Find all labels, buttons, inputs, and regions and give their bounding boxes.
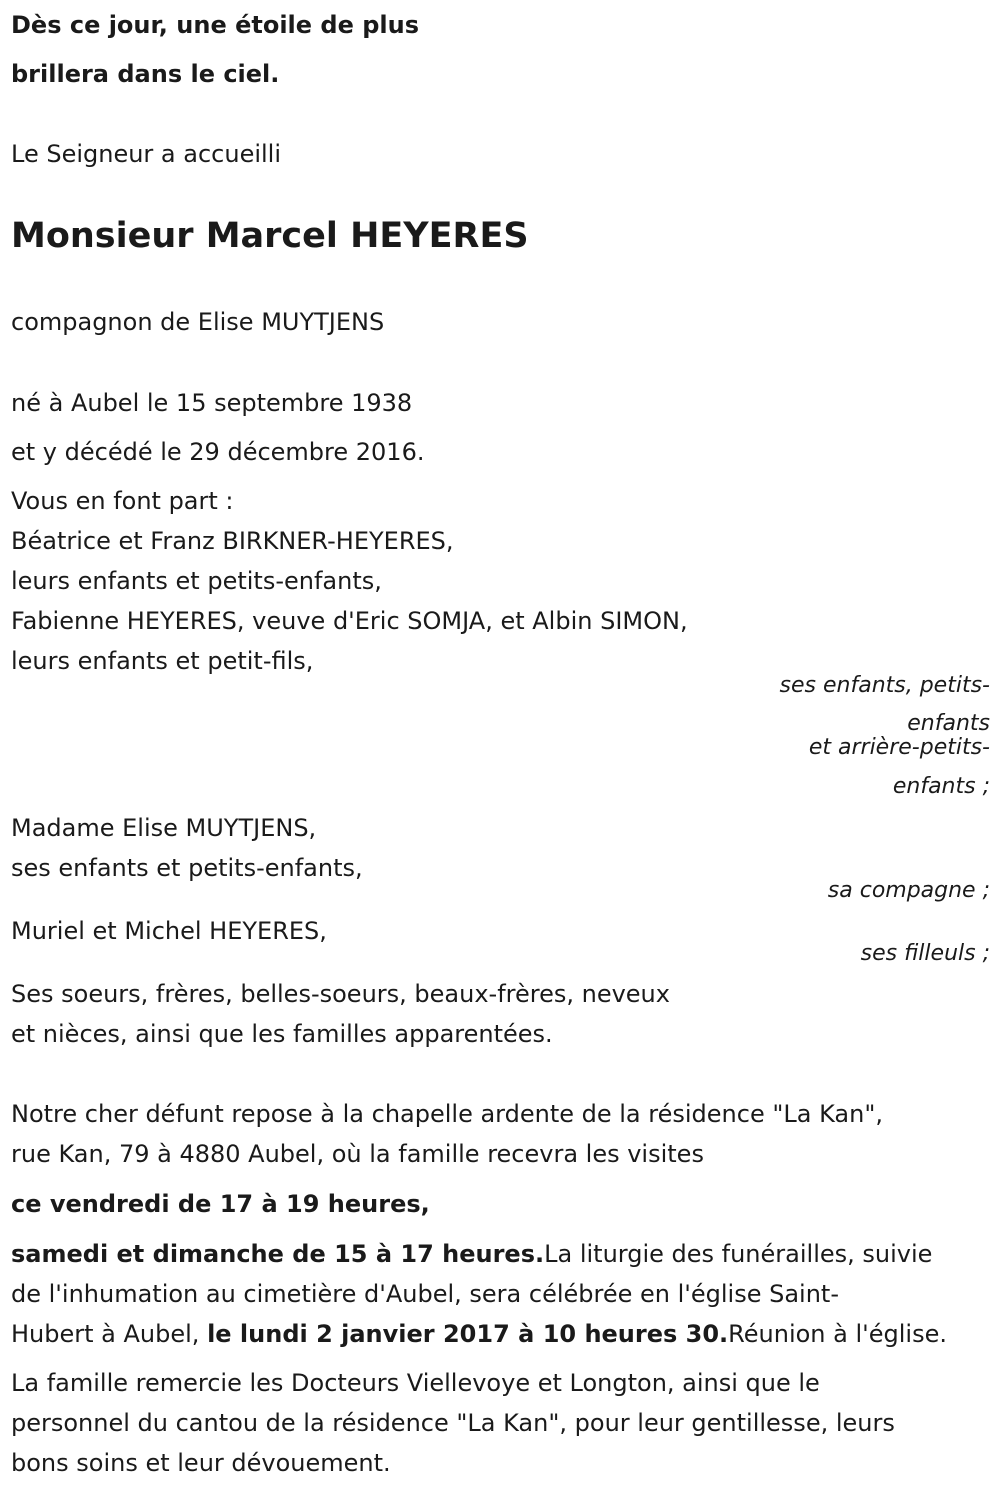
rest-line-2: rue Kan, 79 à 4880 Aubel, où la famille recevra les visites [11,1140,704,1168]
thanks-line-1: La famille remercie les Docteurs Viellevoye et Longton, ainsi que le [11,1369,820,1397]
welcome-text: Le Seigneur a accueilli [11,140,282,168]
birth-text: né à Aubel le 15 septembre 1938 [11,389,413,417]
partner-text: compagnon de Elise MUYTJENS [11,308,385,336]
liturgy-line-3 [11,1319,947,1349]
intro-line-1: Dès ce jour, une étoile de plus [11,11,419,39]
meeting-text: Réunion à l'église. [728,1320,947,1348]
deceased-name: Monsieur Marcel HEYERES [11,216,529,256]
death-text: et y décédé le 29 décembre 2016. [11,438,425,466]
role-godchildren: ses filleuls ; [860,941,990,966]
thanks-line-3: bons soins et leur dévouement. [11,1449,391,1477]
role-children-line-4: enfants ; [892,774,990,799]
announcers-heading: Vous en font part : [11,487,234,515]
liturgy-text: La liturgie des funérailles, suivie [544,1240,933,1268]
role-partner: sa compagne ; [827,878,990,903]
rest-line-1: Notre cher défunt repose à la chapelle ardente de la résidence "La Kan", [11,1100,883,1128]
announcer-line: Ses soeurs, frères, belles-soeurs, beaux-frères, neveux [11,980,670,1008]
announcer-line: Madame Elise MUYTJENS, [11,814,317,842]
visit-friday: ce vendredi de 17 à 19 heures, [11,1190,430,1218]
announcer-line: ses enfants et petits-enfants, [11,854,363,882]
announcer-line: et nièces, ainsi que les familles apparentées. [11,1020,553,1048]
announcer-line: Muriel et Michel HEYERES, [11,917,327,945]
visit-weekend-line [11,1239,932,1269]
thanks-line-2: personnel du cantou de la résidence "La Kan", pour leur gentillesse, leurs [11,1409,895,1437]
role-children-line-1: ses enfants, petits- [779,673,990,698]
announcer-line: leurs enfants et petit-fils, [11,647,314,675]
intro-line-2: brillera dans le ciel. [11,60,280,88]
funeral-date: le lundi 2 janvier 2017 à 10 heures 30. [207,1320,729,1348]
announcer-line: Fabienne HEYERES, veuve d'Eric SOMJA, et Albin SIMON, [11,607,688,635]
announcer-line: Béatrice et Franz BIRKNER-HEYERES, [11,527,454,555]
role-children-line-3: et arrière-petits- [808,735,990,760]
liturgy-place: Hubert à Aubel, [11,1320,208,1348]
liturgy-line-2: de l'inhumation au cimetière d'Aubel, sera célébrée en l'église Saint- [11,1280,839,1308]
announcer-line: leurs enfants et petits-enfants, [11,567,382,595]
visit-weekend: samedi et dimanche de 15 à 17 heures. [11,1240,545,1268]
role-children-line-2: enfants [907,711,990,736]
